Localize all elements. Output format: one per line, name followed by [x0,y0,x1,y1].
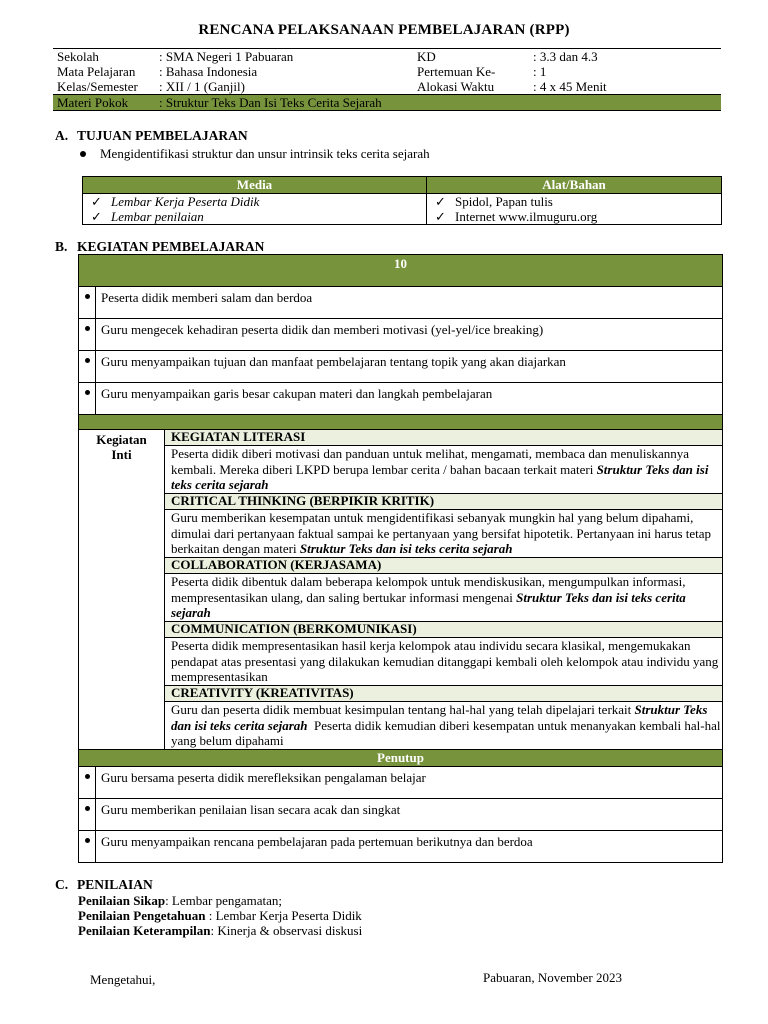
identity-value: : XII / 1 (Ganjil) [159,79,245,94]
document-title: RENCANA PELAKSANAAN PEMBELAJARAN (RPP) [198,22,570,38]
bullet-icon [85,326,90,331]
identity-row [53,79,721,95]
communication-heading: COMMUNICATION (BERKOMUNIKASI) [165,622,722,638]
bullet-icon [85,806,90,811]
assessment-row: Penilaian Sikap: Lembar pengamatan; [78,893,283,908]
identity-row [53,64,721,79]
activity-row [79,767,722,799]
bullet-icon [85,390,90,395]
identity-value: : 4 x 45 Menit [533,79,607,94]
section-title: KEGIATAN PEMBELAJARAN [77,239,265,254]
assessment-row: Penilaian Pengetahuan : Lembar Kerja Peserta Didik [78,908,362,923]
activity-text: Guru mengecek kehadiran peserta didik dan memberi motivasi (yel-yel/ice breaking) [101,322,544,337]
section-a-heading [55,128,248,144]
identity-label: Kelas/Semester [57,79,138,94]
section-letter: C. [55,877,69,892]
checkmark-icon: ✓ [91,209,102,224]
communication-text: Peserta didik mempresentasikan hasil kerja kelompok atau individu secara klasikal, mengemukakan pendapat atas presentasi yang dilakukan kemudian ditanggapi kembali oleh kelompok atau individu yang mempresentasikan [165,638,722,686]
section-c-heading [55,877,153,893]
inti-band [79,415,722,430]
checkmark-icon: ✓ [435,209,446,224]
checkmark-icon: ✓ [91,194,102,209]
activity-text: Guru menyampaikan garis besar cakupan materi dan langkah pembelajaran [101,386,493,401]
critical-thinking-text: Guru memberikan kesempatan untuk mengidentifikasi sebanyak mungkin hal yang belum dipahami, dimulai dari pertanyaan faktual sampai ke pertanyaan yang bersifat hipotetik. Pertanyaan ini harus tetap berkaitan dengan materi Struktur Teks dan isi teks cerita sejarah [165,510,722,558]
kegiatan-inti-label: Kegiatan Inti [79,430,165,749]
kegiatan-inti [79,430,722,750]
identity-value: : Bahasa Indonesia [159,64,258,79]
identity-value: : SMA Negeri 1 Pabuaran [155,49,413,65]
alat-item: ✓ Spidol, Papan tulis [435,194,553,209]
objective-text: Mengidentifikasi struktur dan unsur intrinsik teks cerita sejarah [100,146,430,161]
section-letter: B. [55,239,68,254]
activities-table [78,254,723,863]
collaboration-heading: COLLABORATION (KERJASAMA) [165,558,722,574]
identity-row [53,49,721,65]
media-row [83,194,722,210]
alat-item: ✓ Internet www.ilmuguru.org [435,209,598,224]
identity-table [53,48,721,111]
activity-text: Guru menyampaikan tujuan dan manfaat pembelajaran tentang topik yang akan diajarkan [101,354,566,369]
media-header: Media [83,177,427,194]
literasi-heading: KEGIATAN LITERASI [165,430,722,446]
activity-row [79,287,722,319]
section-b-heading [55,239,264,255]
identity-label: Sekolah [53,49,155,65]
activity-text: Peserta didik memberi salam dan berdoa [101,290,313,305]
activity-text: Guru menyampaikan rencana pembelajaran pada pertemuan berikutnya dan berdoa [101,834,533,849]
literasi-text: Peserta didik diberi motivasi dan panduan untuk melihat, mengamati, membaca dan menuliskannya kembali. Mereka diberi LKPD berupa lembar cerita / bahan bacaan terkait materi Struktur Teks dan isi teks cerita sejarah [165,446,722,494]
signature-date: Pabuaran, November 2023 [483,970,622,985]
identity-value: : 3.3 dan 4.3 [529,49,721,65]
assessment-row: Penilaian Keterampilan: Kinerja & observasi diskusi [78,923,363,938]
bullet-icon [85,838,90,843]
signature-left: Mengetahui, [90,972,156,987]
activity-row [79,319,722,351]
alat-header: Alat/Bahan [427,177,722,194]
bullet-icon [80,151,86,157]
assessment-list [78,893,362,938]
identity-label: Pertemuan Ke- [417,64,496,79]
media-item: ✓ Lembar Kerja Peserta Didik [83,194,427,210]
materi-pokok-value: : Struktur Teks Dan Isi Teks Cerita Sejarah [155,95,721,111]
section-letter: A. [55,128,69,143]
activity-row [79,831,722,862]
identity-label: Mata Pelajaran [57,64,136,79]
creativity-text: Guru dan peserta didik membuat kesimpulan tentang hal-hal yang telah dipelajari terkait Struktur Teks dan isi teks cerita sejarah Peserta didik kemudian diberi kesempatan untuk menanyakan kembali hal-hal yang belum dipahami [171,702,721,748]
checkmark-icon: ✓ [435,194,446,209]
critical-thinking-heading: CRITICAL THINKING (BERPIKIR KRITIK) [165,494,722,510]
bullet-icon [85,294,90,299]
objective-item [80,146,430,162]
creativity-heading: CREATIVITY (KREATIVITAS) [165,686,722,702]
kegiatan-inti-body [165,430,722,749]
collaboration-text: Peserta didik dibentuk dalam beberapa kelompok untuk mendiskusikan, mengumpulkan informasi, mempresentasikan ulang, dan saling bertukar informasi mengenai Struktur Teks dan isi teks cerita sejarah [165,574,722,622]
activity-row [79,799,722,831]
materi-pokok-label: Materi Pokok [53,95,155,111]
materi-pokok-row [53,95,721,111]
activity-text: Guru memberikan penilaian lisan secara acak dan singkat [101,802,401,817]
pendahuluan-band: 10 [79,255,722,287]
media-row [83,209,722,225]
section-title: TUJUAN PEMBELAJARAN [77,128,248,143]
identity-value: : 1 [533,64,547,79]
bullet-icon [85,774,90,779]
activity-row [79,383,722,415]
media-table [82,176,722,225]
identity-label: Alokasi Waktu [417,79,495,94]
penutup-band: Penutup [79,750,722,767]
section-title: PENILAIAN [77,877,153,892]
activity-row [79,351,722,383]
bullet-icon [85,358,90,363]
identity-label: KD [413,49,529,65]
activity-text: Guru bersama peserta didik merefleksikan pengalaman belajar [101,770,426,785]
media-item: ✓ Lembar penilaian [83,209,427,225]
